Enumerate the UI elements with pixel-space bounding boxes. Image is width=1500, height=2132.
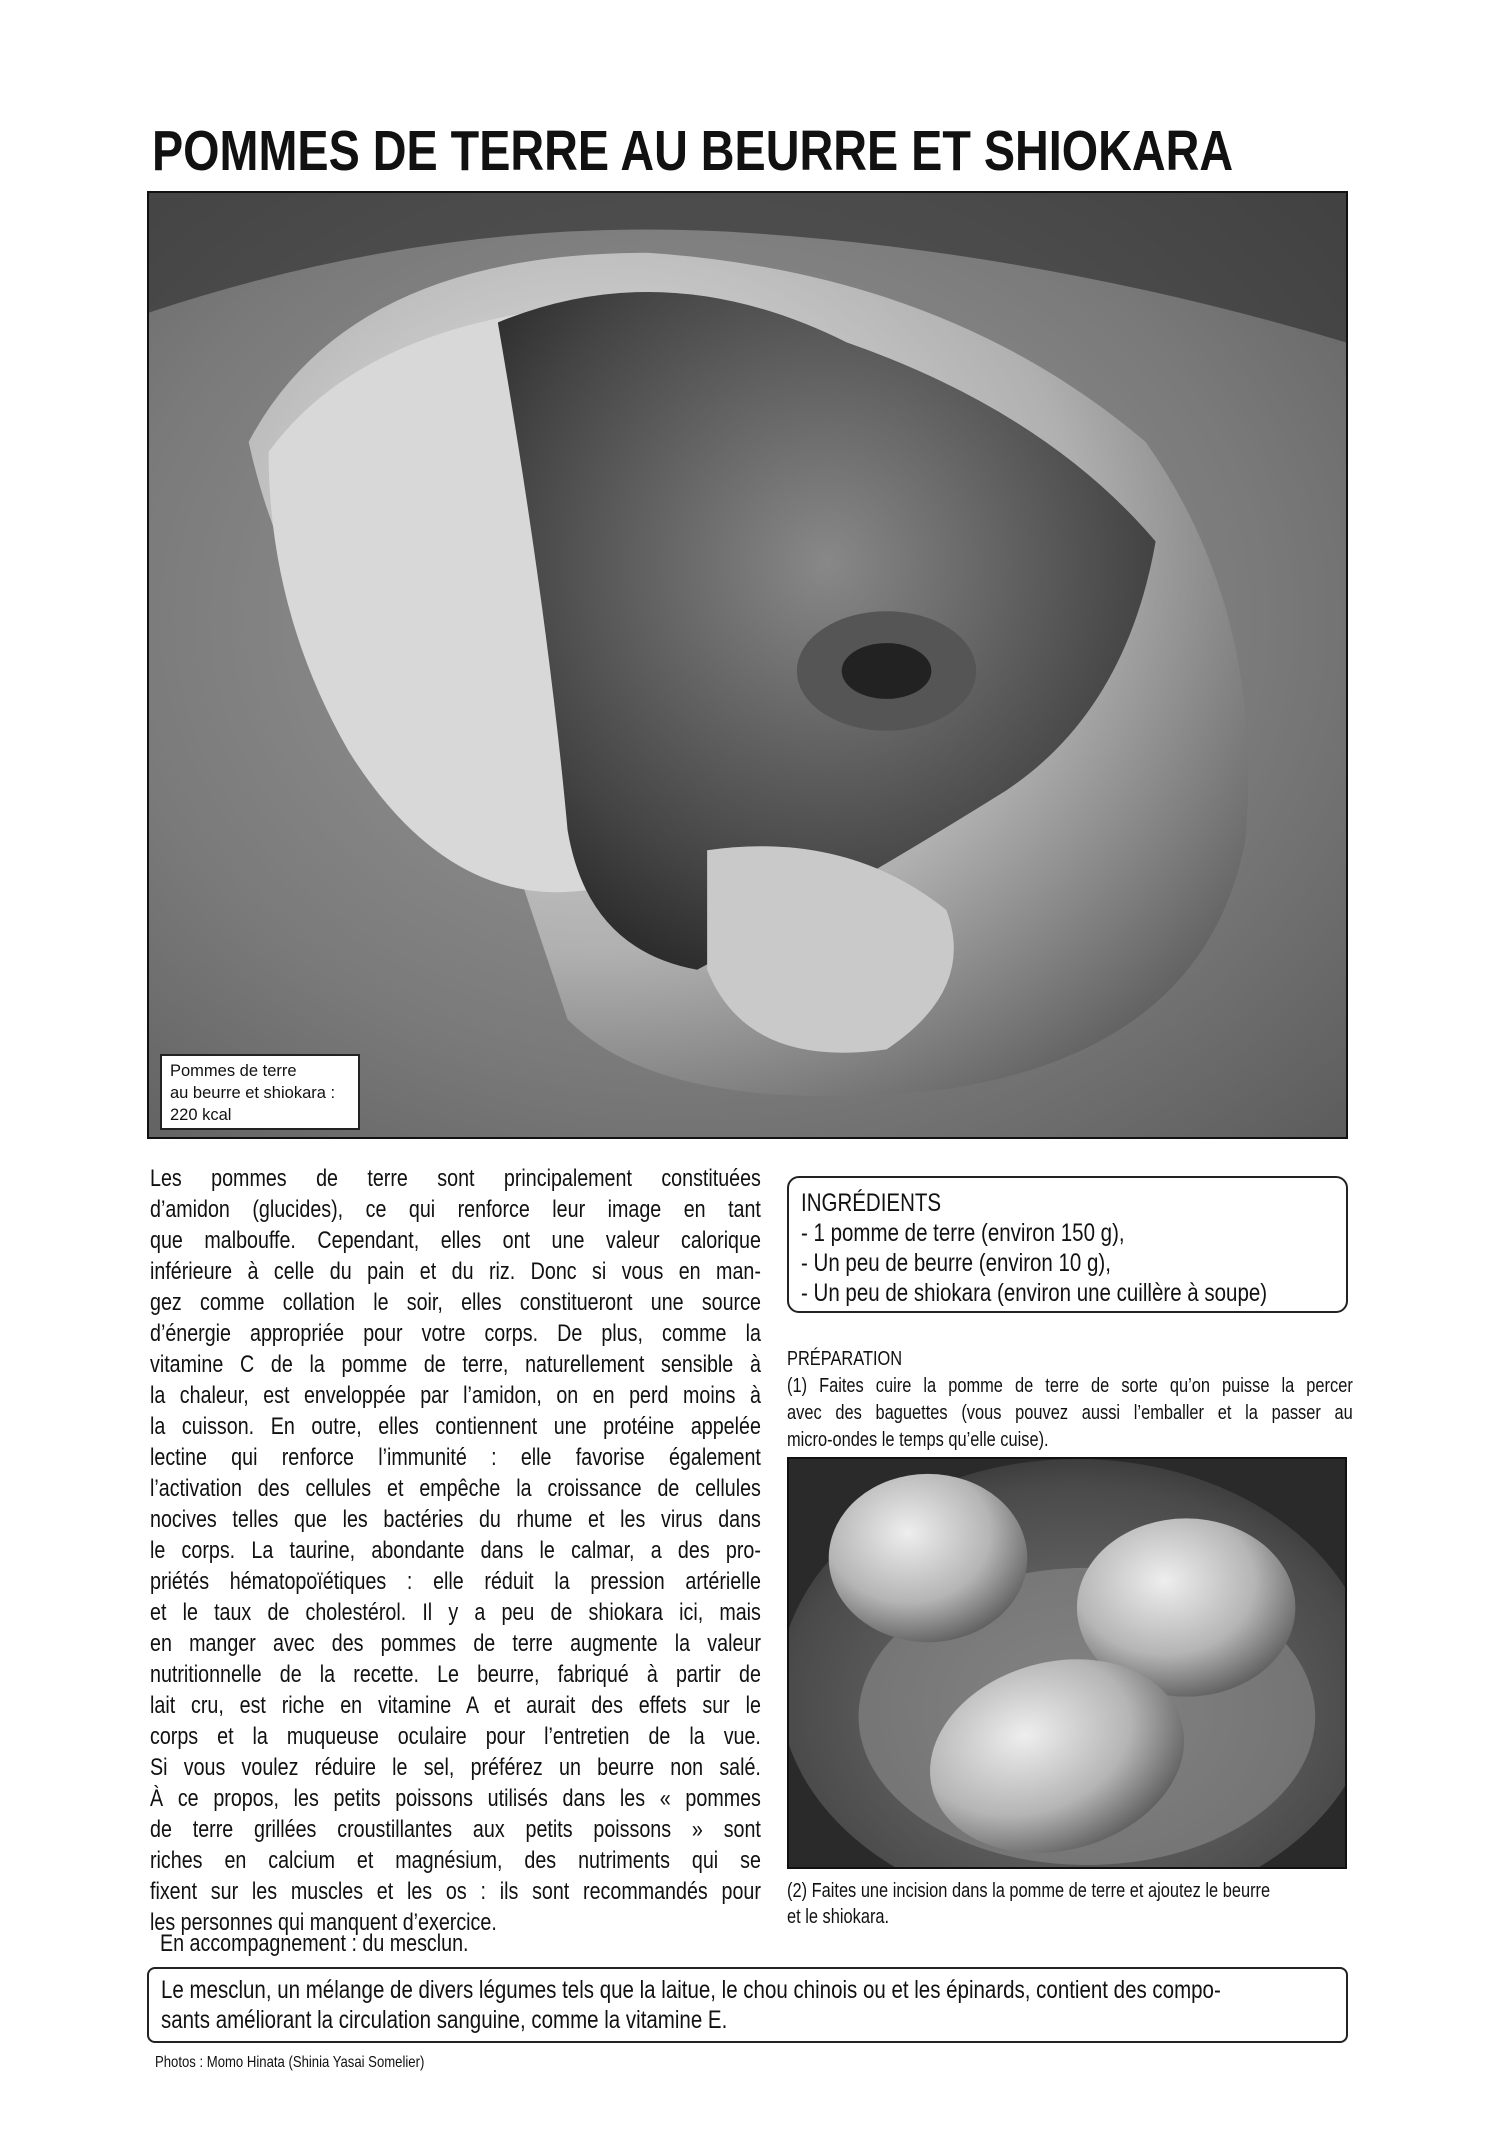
ingredients-box: [787, 1176, 1348, 1313]
body-line: le corps. La taurine, abondante dans le calmar, a des pro-: [150, 1537, 761, 1564]
step1-line: avec des baguettes (vous pouvez aussi l’emballer et la passer au: [787, 1402, 1353, 1424]
step1-line: micro-ondes le temps qu’elle cuise).: [787, 1429, 1049, 1451]
caption-line: au beurre et shiokara :: [170, 1084, 336, 1102]
step1-line: (1) Faites cuire la pomme de terre de sorte qu’on puisse la percer: [787, 1375, 1353, 1397]
body-line: d’énergie appropriée pour votre corps. De plus, comme la: [150, 1320, 761, 1347]
body-line: inférieure à celle du pain et du riz. Donc si vous en man-: [150, 1258, 761, 1285]
ingredient-item: - 1 pomme de terre (environ 150 g),: [801, 1219, 1125, 1247]
body-line: riches en calcium et magnésium, des nutriments qui se: [150, 1847, 761, 1874]
accompaniment-label: En accompagnement : du mesclun.: [160, 1930, 469, 1957]
boiled-potatoes-photo: [787, 1457, 1347, 1869]
mesclun-note-box: [147, 1967, 1348, 2043]
body-line: gez comme collation le soir, elles constitueront une source: [150, 1289, 761, 1316]
body-line: la cuisson. En outre, elles contiennent une protéine appelée: [150, 1413, 761, 1440]
photo-credit: Photos : Momo Hinata (Shinia Yasai Somelier): [155, 2054, 425, 2071]
body-line: les personnes qui manquent d’exercice.: [150, 1909, 497, 1936]
body-line: lectine qui renforce l’immunité : elle favorise également: [150, 1444, 761, 1471]
body-line: À ce propos, les petits poissons utilisés dans les « pommes: [150, 1785, 761, 1812]
body-line: de terre grillées croustillantes aux petits poissons » sont: [150, 1816, 761, 1843]
preparation-heading: PRÉPARATION: [787, 1348, 903, 1370]
preparation-step-2: [787, 1878, 1353, 1930]
body-line: d’amidon (glucides), ce qui renforce leur image en tant: [150, 1196, 761, 1223]
preparation-section: [787, 1346, 1353, 1454]
ingredient-item: - Un peu de beurre (environ 10 g),: [801, 1249, 1111, 1277]
body-line: l’activation des cellules et empêche la croissance de cellules: [150, 1475, 761, 1502]
body-line: vitamine C de la pomme de terre, naturellement sensible à: [150, 1351, 761, 1378]
mesclun-line: sants améliorant la circulation sanguine, comme la vitamine E.: [161, 2006, 728, 2034]
main-photo-potato-shiokara: [147, 191, 1348, 1139]
body-line: Si vous voulez réduire le sel, préférez un beurre non salé.: [150, 1754, 761, 1781]
body-line: lait cru, est riche en vitamine A et aurait des effets sur le: [150, 1692, 761, 1719]
body-line: corps et la muqueuse oculaire pour l’entretien de la vue.: [150, 1723, 761, 1750]
body-line: priétés hématopoïétiques : elle réduit la pression artérielle: [150, 1568, 761, 1595]
body-line: nocives telles que les bactéries du rhume et les virus dans: [150, 1506, 761, 1533]
body-line: en manger avec des pommes de terre augmente la valeur: [150, 1630, 761, 1657]
body-line: que malbouffe. Cependant, elles ont une valeur calorique: [150, 1227, 761, 1254]
body-line: nutritionnelle de la recette. Le beurre, fabriqué à partir de: [150, 1661, 761, 1688]
mesclun-line: Le mesclun, un mélange de divers légumes tels que la laitue, le chou chinois ou et les épinards, contient des compo-: [161, 1976, 1221, 2004]
ingredient-item: - Un peu de shiokara (environ une cuillère à soupe): [801, 1279, 1268, 1307]
step2-line: (2) Faites une incision dans la pomme de terre et ajoutez le beurre: [787, 1880, 1271, 1902]
calorie-caption: [160, 1054, 360, 1130]
caption-line: 220 kcal: [170, 1106, 232, 1124]
body-line: fixent sur les muscles et les os : ils sont recommandés pour: [150, 1878, 761, 1905]
body-line: la chaleur, est enveloppée par l’amidon, on en perd moins à: [150, 1382, 761, 1409]
ingredients-heading: INGRÉDIENTS: [801, 1189, 942, 1217]
body-line: Les pommes de terre sont principalement constituées: [150, 1165, 761, 1192]
body-line: et le taux de cholestérol. Il y a peu de shiokara ici, mais: [150, 1599, 761, 1626]
caption-line: Pommes de terre: [170, 1062, 297, 1080]
step2-line: et le shiokara.: [787, 1906, 890, 1928]
article-body: [150, 1163, 761, 1938]
page-title: POMMES DE TERRE AU BEURRE ET SHIOKARA: [152, 119, 1234, 183]
